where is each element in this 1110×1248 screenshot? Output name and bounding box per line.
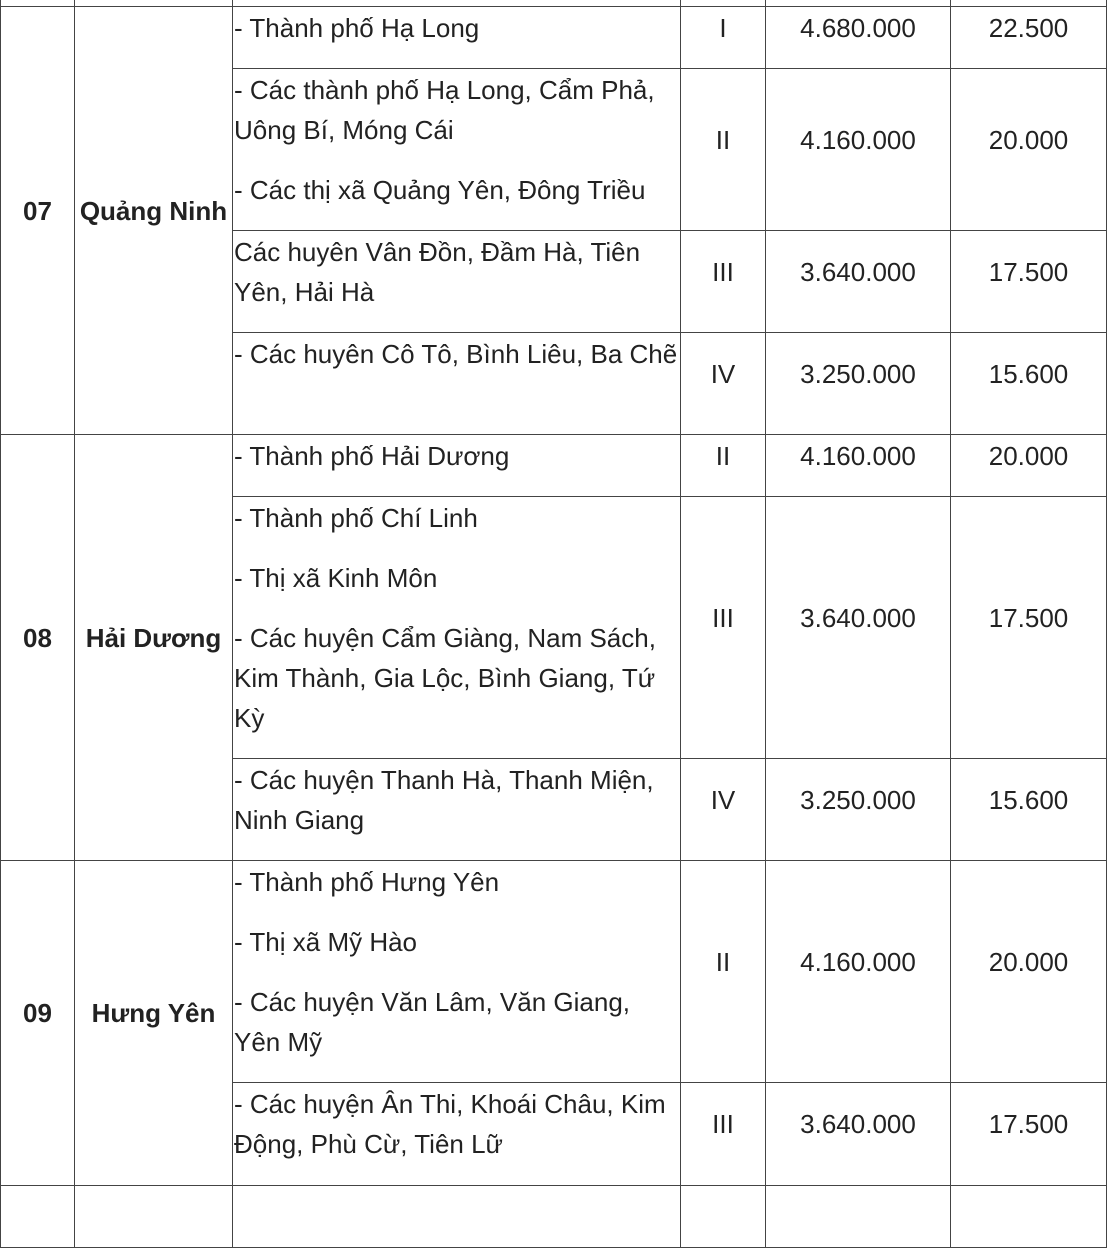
- monthly-wage: 4.680.000: [766, 7, 951, 69]
- empty-cell: [681, 1186, 766, 1248]
- area-list: [233, 861, 681, 1083]
- area-item: - Các huyện Cẩm Giàng, Nam Sách, Kim Thành, Gia Lộc, Bình Giang, Tứ Kỳ: [234, 623, 656, 733]
- monthly-wage: 3.250.000: [766, 333, 951, 435]
- wage-zone: II: [681, 435, 766, 497]
- area-item: - Các huyện Ân Thi, Khoái Châu, Kim Động, Phù Cừ, Tiên Lữ: [234, 1089, 666, 1159]
- area-item: Các huyên Vân Đồn, Đầm Hà, Tiên Yên, Hải Hà: [234, 237, 641, 307]
- hourly-wage: 15.600: [951, 333, 1107, 435]
- province-number: 08: [1, 435, 75, 861]
- area-list: [233, 497, 681, 759]
- hourly-wage: 22.500: [951, 7, 1107, 69]
- wage-zone: II: [681, 69, 766, 231]
- wage-zone: IV: [681, 333, 766, 435]
- empty-cell: [1, 1186, 75, 1248]
- area-item: - Các huyên Cô Tô, Bình Liêu, Ba Chẽ: [234, 339, 678, 369]
- province-number: 09: [1, 861, 75, 1186]
- empty-cell: [75, 1186, 233, 1248]
- area-item: - Các huyện Văn Lâm, Văn Giang, Yên Mỹ: [234, 987, 631, 1057]
- wage-zone: III: [681, 497, 766, 759]
- area-list: [233, 231, 681, 333]
- empty-cell: [951, 1186, 1107, 1248]
- hourly-wage: 20.000: [951, 435, 1107, 497]
- province-number: 07: [1, 7, 75, 435]
- monthly-wage: 3.640.000: [766, 497, 951, 759]
- area-item: - Thị xã Kinh Môn: [234, 563, 438, 593]
- area-list: [233, 7, 681, 69]
- hourly-wage: 20.000: [951, 861, 1107, 1083]
- wage-zone: I: [681, 7, 766, 69]
- wage-zone: III: [681, 231, 766, 333]
- hourly-wage: 15.600: [951, 759, 1107, 861]
- area-list: [233, 69, 681, 231]
- area-item: - Thành phố Chí Linh: [234, 503, 478, 533]
- area-item: - Thành phố Hạ Long: [234, 13, 480, 43]
- area-list: [233, 1083, 681, 1186]
- table-row: [1, 435, 1107, 497]
- monthly-wage: 4.160.000: [766, 435, 951, 497]
- hourly-wage: 17.500: [951, 231, 1107, 333]
- hourly-wage: 17.500: [951, 497, 1107, 759]
- area-item: - Thị xã Mỹ Hào: [234, 927, 418, 957]
- monthly-wage: 3.640.000: [766, 1083, 951, 1186]
- area-list: [233, 435, 681, 497]
- province-name: Hải Dương: [75, 435, 233, 861]
- empty-cell: [233, 1186, 681, 1248]
- wage-zone: II: [681, 861, 766, 1083]
- hourly-wage: 20.000: [951, 69, 1107, 231]
- area-item: - Các thành phố Hạ Long, Cẩm Phả, Uông Bí, Móng Cái: [234, 75, 655, 145]
- province-name: Quảng Ninh: [75, 7, 233, 435]
- empty-cell: [766, 1186, 951, 1248]
- hourly-wage: 17.500: [951, 1083, 1107, 1186]
- area-list: [233, 333, 681, 435]
- wage-zone: III: [681, 1083, 766, 1186]
- monthly-wage: 3.640.000: [766, 231, 951, 333]
- monthly-wage: 4.160.000: [766, 861, 951, 1083]
- table-row: [1, 861, 1107, 1083]
- area-item: - Các huyện Thanh Hà, Thanh Miện, Ninh Giang: [234, 765, 654, 835]
- area-item: - Thành phố Hưng Yên: [234, 867, 500, 897]
- cut-off-row: [1, 1186, 1107, 1248]
- province-name: Hưng Yên: [75, 861, 233, 1186]
- monthly-wage: 4.160.000: [766, 69, 951, 231]
- table-row: [1, 7, 1107, 69]
- wage-zone: IV: [681, 759, 766, 861]
- area-list: [233, 759, 681, 861]
- area-item: - Thành phố Hải Dương: [234, 441, 510, 471]
- area-item: - Các thị xã Quảng Yên, Đông Triều: [234, 175, 646, 205]
- monthly-wage: 3.250.000: [766, 759, 951, 861]
